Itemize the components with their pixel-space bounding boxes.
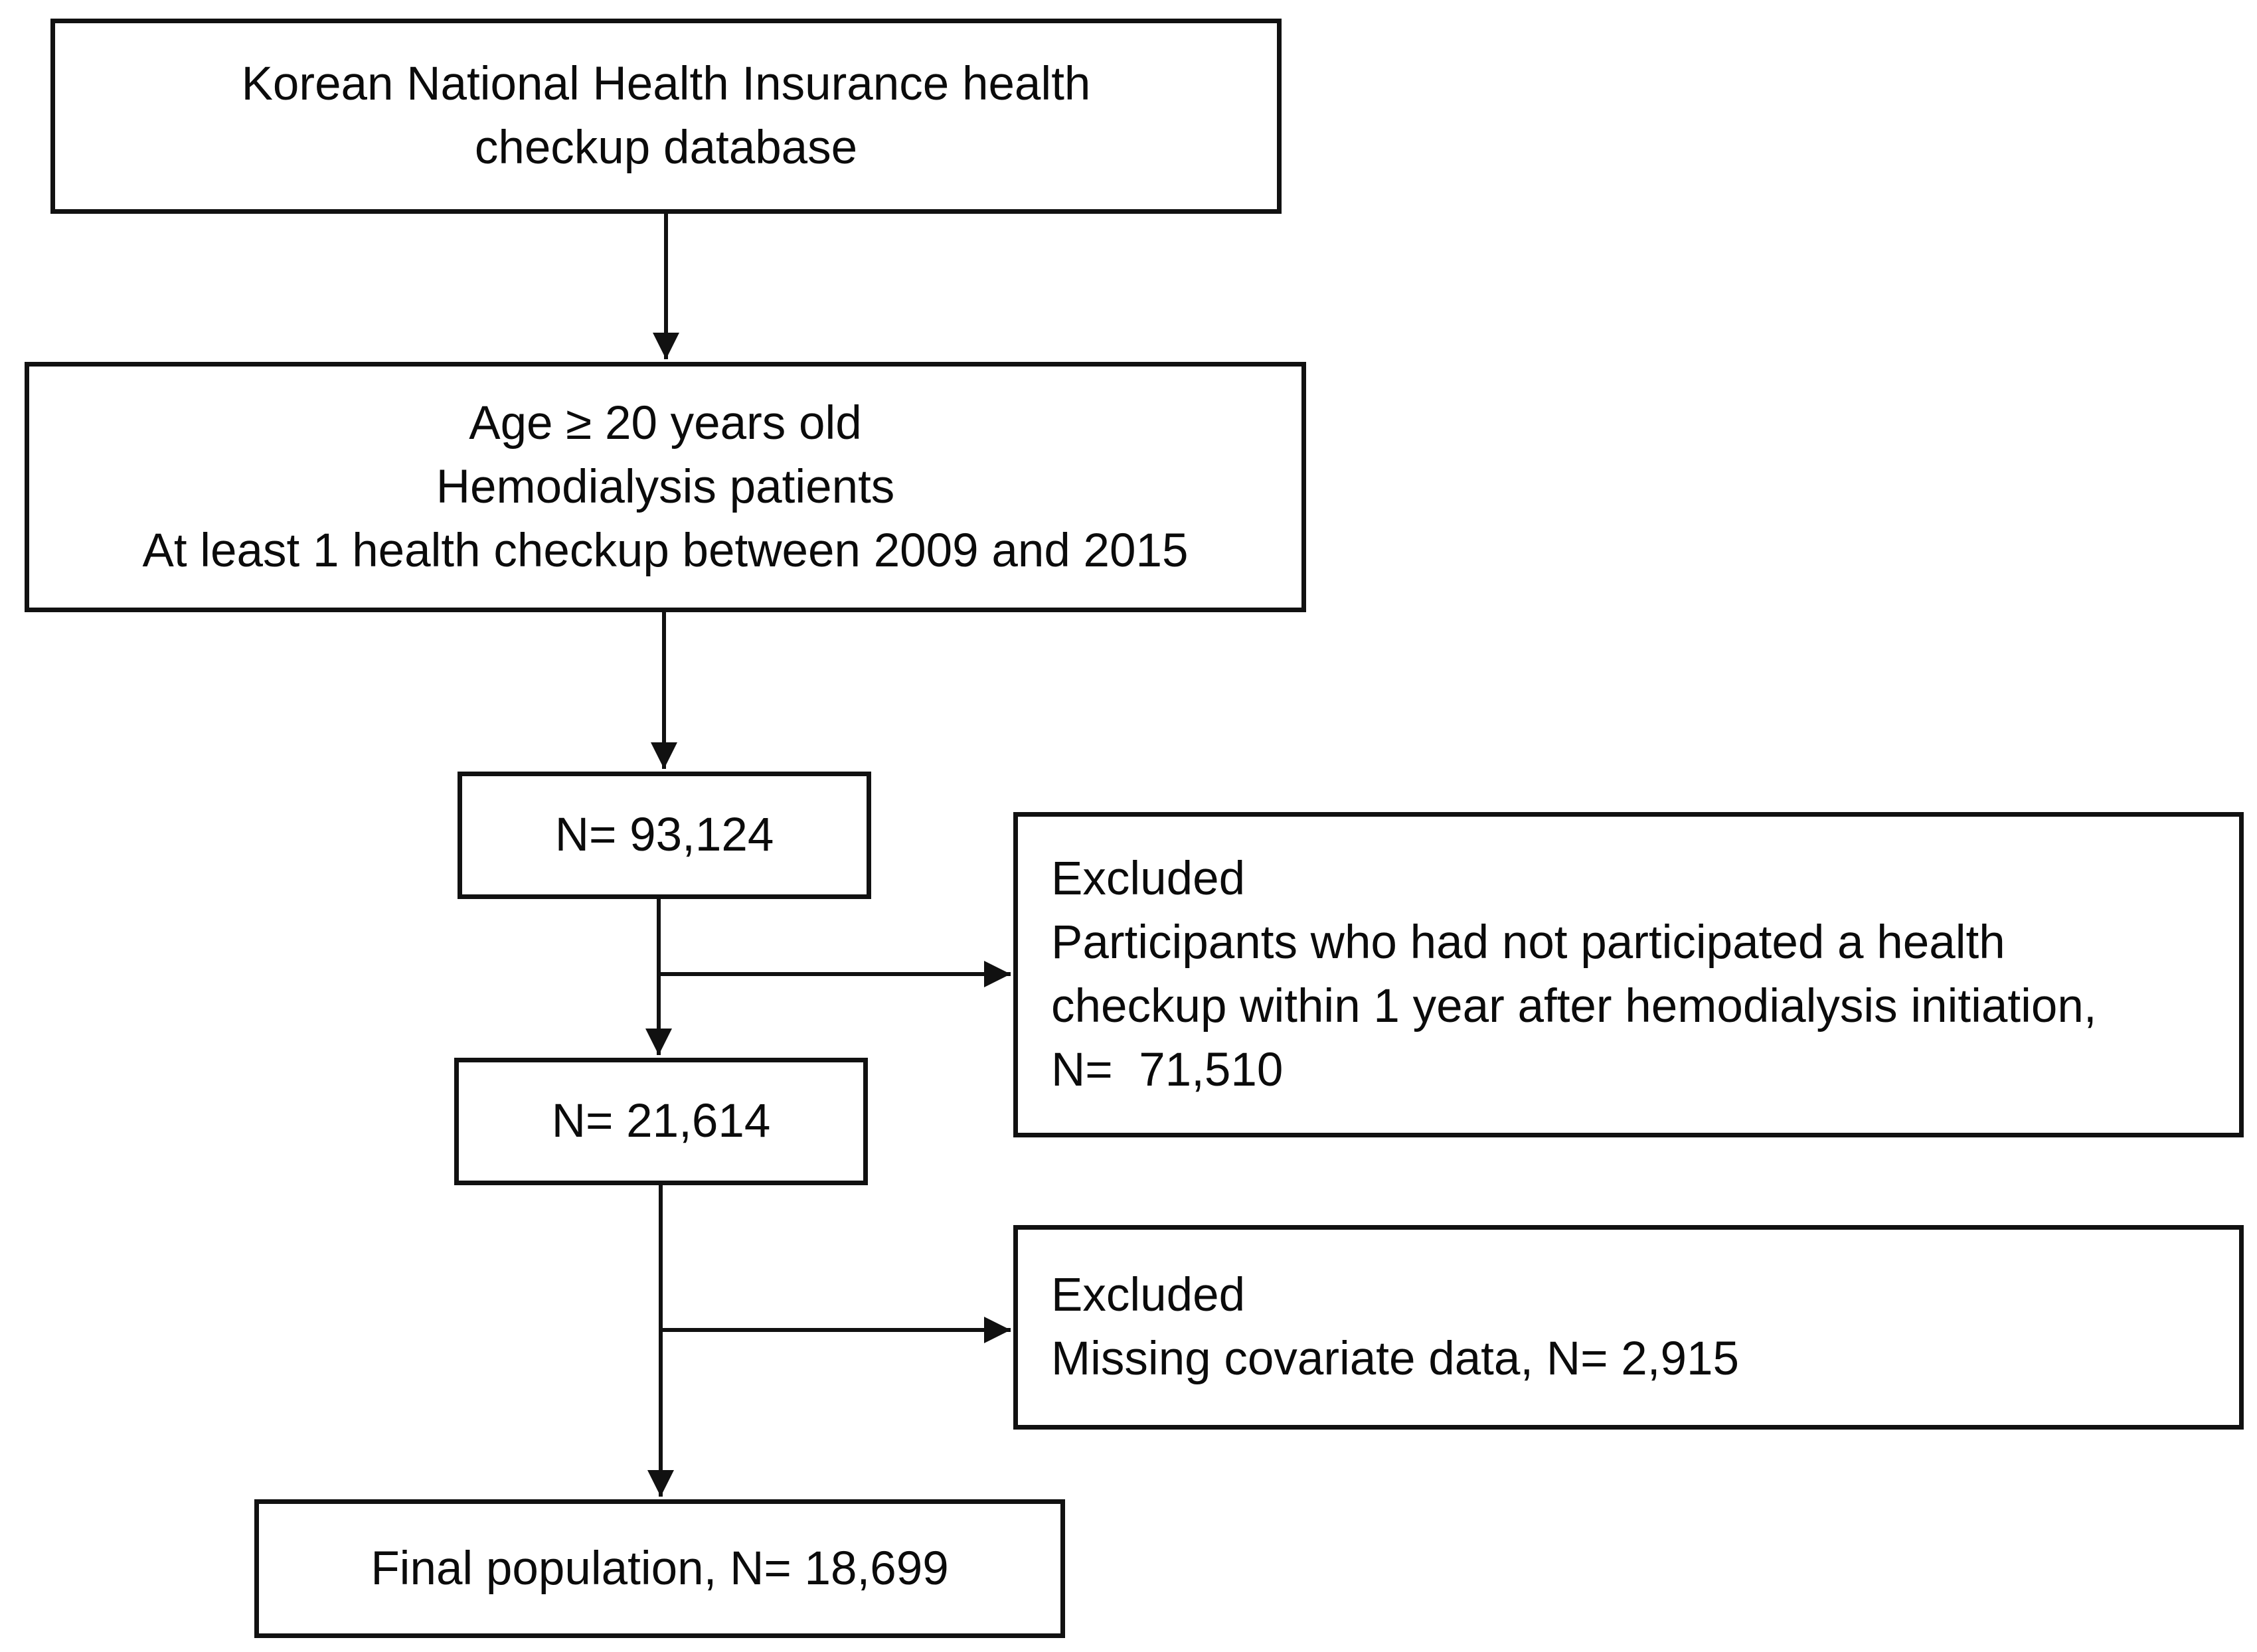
exclusion-1-heading: Excluded [1051,853,1246,905]
after-exclusion-1-count-box [454,1058,868,1185]
exclusion-1-line-1: Participants who had not participated a health [1051,916,2005,969]
exclusion-1-box [1013,812,2244,1137]
source-line-2: checkup database [474,122,858,174]
exclusion-1-count: N= 71,510 [1051,1044,1284,1096]
after-exclusion-1-label: N= 21,614 [551,1095,771,1147]
source-line-1: Korean National Health Insurance health [241,58,1091,110]
initial-count-label: N= 93,124 [554,809,774,861]
final-population-label: Final population, N= 18,699 [371,1542,949,1595]
final-population-box [254,1499,1065,1638]
exclusion-2-box [1013,1225,2244,1430]
exclusion-2-heading: Excluded [1051,1269,1246,1321]
criteria-line-hemodialysis: Hemodialysis patients [436,460,895,513]
criteria-line-age: Age ≥ 20 years old [469,396,862,450]
exclusion-2-line-1: Missing covariate data, N= 2,915 [1051,1333,1739,1385]
source-database-box [50,19,1282,214]
criteria-line-checkup: At least 1 health checkup between 2009 and 2015 [142,524,1189,577]
inclusion-criteria-box [25,362,1306,612]
exclusion-1-line-2: checkup within 1 year after hemodialysis initiation, [1051,980,2097,1032]
initial-count-box [458,772,871,899]
